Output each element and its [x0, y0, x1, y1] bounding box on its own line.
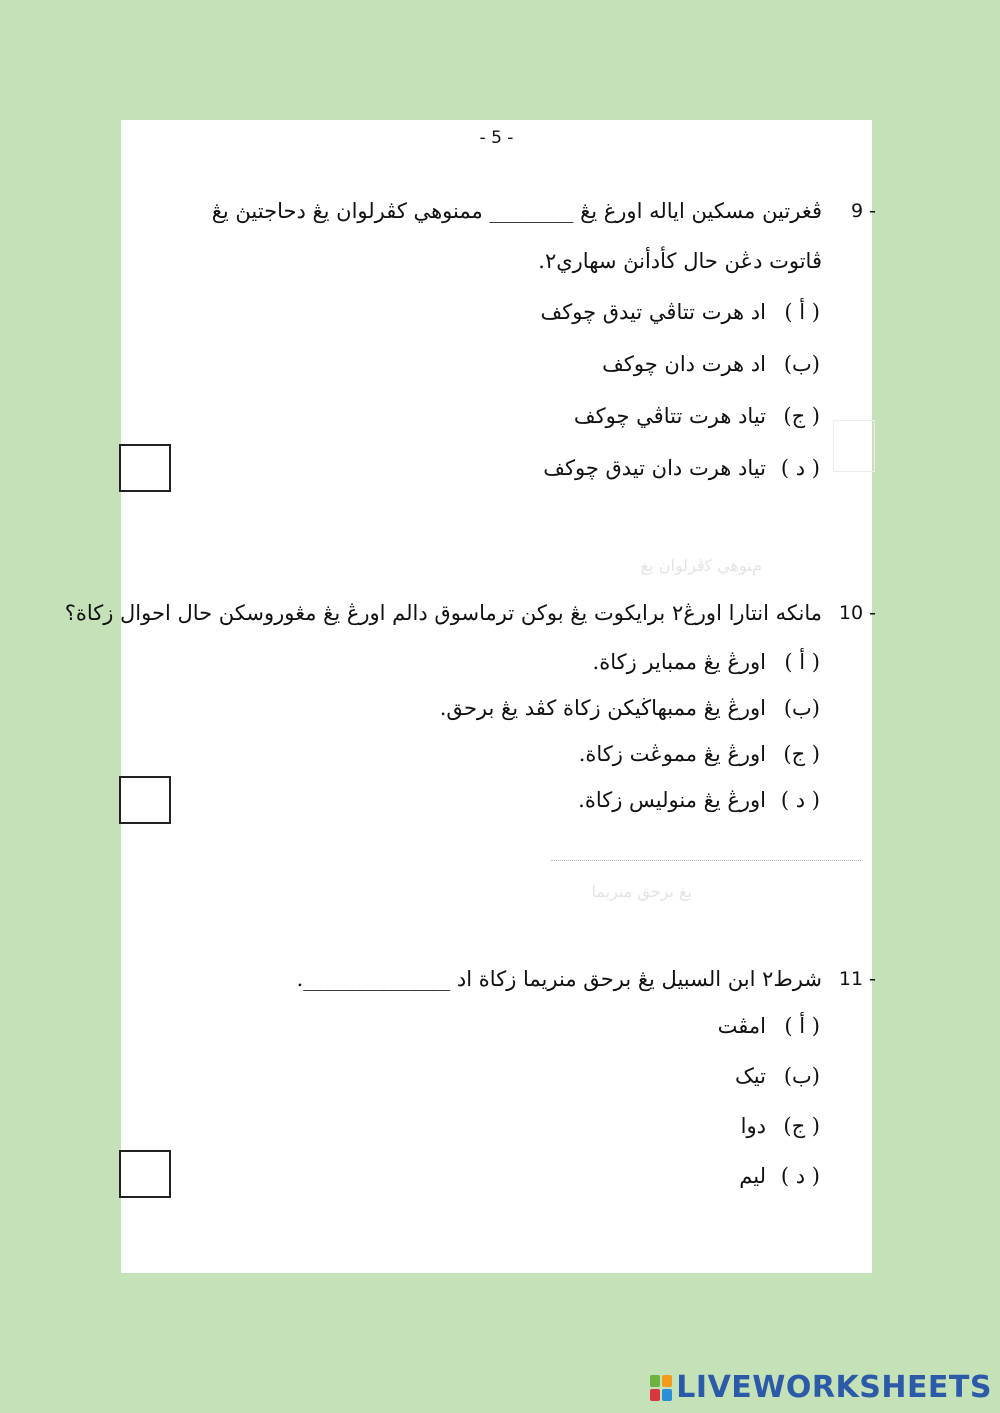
option-label: (ب)	[783, 1064, 820, 1088]
question-10-stem-line-1: مانکه انتارا اورڠ٢ برايکوت يڠ بوکن ترماسوق دالم اورڠ يڠ مڠوروسکن حال احوال زکاة؟	[64, 601, 822, 625]
question-10-number: 10 -	[838, 602, 876, 624]
option-label: ( ج)	[783, 404, 820, 428]
brand-name: LIVEWORKSHEETS	[676, 1370, 992, 1405]
question-9-option-a[interactable]	[540, 300, 820, 324]
page-number: - 5 -	[479, 128, 514, 148]
option-text: اورڠ يڠ منوليس زکاة.	[578, 788, 766, 812]
question-11-option-c[interactable]	[741, 1114, 820, 1138]
question-11-answer-box[interactable]	[119, 1150, 171, 1198]
brand-logo[interactable]	[650, 1370, 992, 1405]
question-9-option-b[interactable]	[602, 352, 820, 376]
bleed-through-text: ﻳﻎ ﺑﺮﺣﻖ ﻣﻨﺮﻳﻤﺎ	[591, 882, 692, 901]
option-text: اورڠ يڠ ممبهاڬيکن زکاة کڤد يڠ برحق.	[439, 696, 766, 720]
worksheet-page	[64, 120, 876, 1273]
question-9-option-c[interactable]	[574, 404, 820, 428]
dotted-divider	[551, 860, 861, 861]
question-9-number: 9 -	[851, 200, 876, 222]
question-10-option-c[interactable]	[579, 742, 820, 766]
liveworksheets-logo-icon	[650, 1375, 672, 1401]
question-9-option-d[interactable]	[543, 456, 820, 480]
bleed-through-text: ﻡﻨﻮﻫﻲ ﻛﭬﺮﻟﻮاﻥ ﻳﻎ	[640, 556, 762, 575]
option-text: دوا	[740, 1114, 766, 1138]
option-text: تياد هرت تتاڤي چوکف	[573, 404, 766, 428]
option-label: (ب)	[783, 696, 820, 720]
question-9-stem-line-2: ڤاتوت دڠن حال كأدأنڽ سهاري٢.	[538, 249, 822, 273]
question-11-option-b[interactable]	[735, 1064, 820, 1088]
option-text: اورڠ يڠ مموڠت زکاة.	[578, 742, 766, 766]
option-text: اد هرت تتاڤي تيدق چوکف	[540, 300, 766, 324]
question-9-stem-line-1: ڤغرتين مسكين اياله اورغ يڠ ________ ممنوهي کڤرلوان يڠ دحاجتيڽ يڠ	[211, 199, 822, 223]
question-10-answer-box[interactable]	[119, 776, 171, 824]
option-label: ( ج)	[783, 1114, 820, 1138]
question-11-option-a[interactable]	[718, 1014, 820, 1038]
option-label: ( أ )	[784, 1014, 820, 1038]
question-11-stem-line-1: شرط٢ ابن السبيل يڠ برحق منريما زکاة اد ______________.	[296, 967, 822, 991]
question-10-option-d[interactable]	[578, 788, 820, 812]
option-label: ( أ )	[784, 650, 820, 674]
option-text: ليم	[739, 1164, 766, 1188]
option-label: ( د )	[780, 456, 820, 480]
option-label: ( د )	[780, 788, 820, 812]
option-label: ( أ )	[784, 300, 820, 324]
option-text: تياد هرت دان تيدق چوکف	[543, 456, 766, 480]
bleed-through-box	[833, 420, 875, 472]
option-text: اورڠ يڠ ممباير زکاة.	[592, 650, 766, 674]
question-9-answer-box[interactable]	[119, 444, 171, 492]
option-label: ( د )	[780, 1164, 820, 1188]
question-10-option-b[interactable]	[440, 696, 820, 720]
question-10-option-a[interactable]	[593, 650, 820, 674]
question-11-option-d[interactable]	[739, 1164, 820, 1188]
option-text: امڤت	[717, 1014, 766, 1038]
option-text: تيک	[735, 1064, 766, 1088]
option-text: اد هرت دان چوکف	[602, 352, 766, 376]
option-label: (ب)	[783, 352, 820, 376]
question-11-number: 11 -	[838, 968, 876, 990]
option-label: ( ج)	[783, 742, 820, 766]
